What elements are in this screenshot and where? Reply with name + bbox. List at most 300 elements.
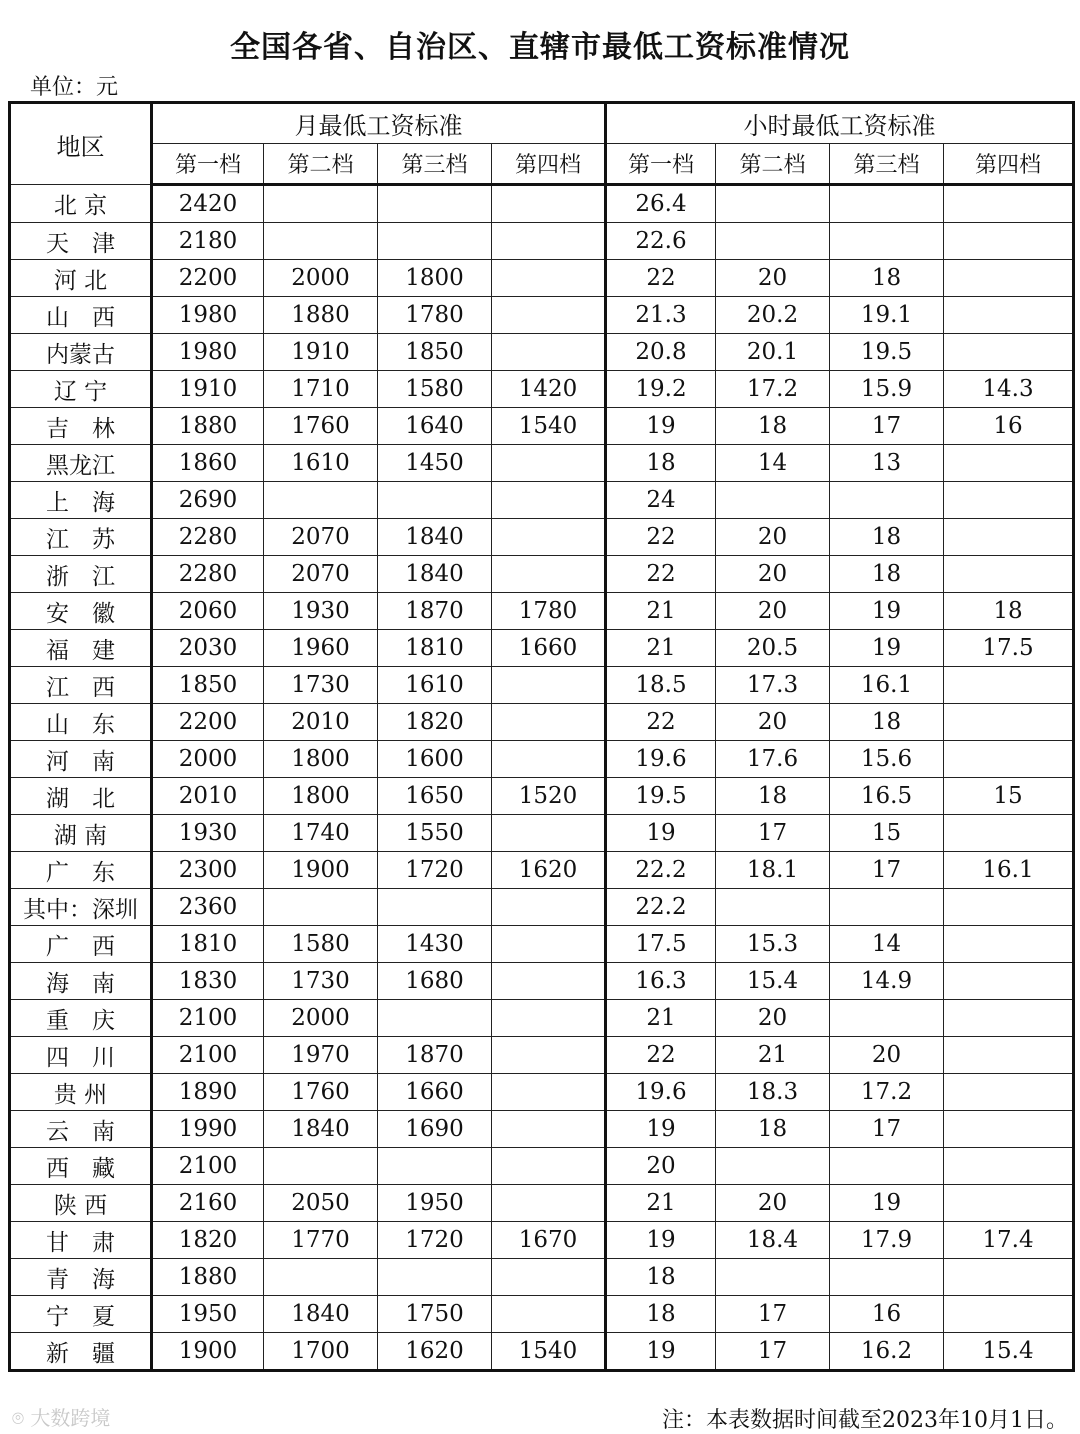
hourly-tier-2-cell: 18 [716,1111,830,1148]
region-cell: 贵 州 [10,1074,152,1111]
hourly-tier-3-cell: 17.9 [830,1222,944,1259]
hourly-tier-2-cell: 20 [716,260,830,297]
monthly-tier-4-cell [492,519,606,556]
hourly-tier-4-cell [944,815,1074,852]
monthly-tier-1-cell: 1930 [152,815,264,852]
monthly-tier-1-cell: 2360 [152,889,264,926]
monthly-tier-1-cell: 2100 [152,1037,264,1074]
hourly-tier-2-header: 第二档 [716,144,830,185]
hourly-tier-1-cell: 22.6 [606,223,716,260]
hourly-tier-3-cell: 14 [830,926,944,963]
hourly-tier-1-cell: 22 [606,519,716,556]
monthly-tier-2-cell: 1730 [264,667,378,704]
monthly-tier-3-cell: 1550 [378,815,492,852]
table-row [10,445,1074,482]
hourly-tier-1-cell: 18 [606,1259,716,1296]
table-row [10,1185,1074,1222]
monthly-tier-2-cell: 2070 [264,556,378,593]
monthly-tier-2-cell: 1730 [264,963,378,1000]
monthly-tier-3-cell: 1720 [378,852,492,889]
hourly-tier-4-cell [944,1185,1074,1222]
hourly-tier-3-cell: 16 [830,1296,944,1333]
table-row [10,1259,1074,1296]
monthly-tier-4-cell: 1670 [492,1222,606,1259]
region-cell: 湖 南 [10,815,152,852]
monthly-tier-3-cell: 1640 [378,408,492,445]
monthly-tier-3-cell [378,889,492,926]
hourly-tier-4-cell [944,926,1074,963]
hourly-tier-2-cell [716,223,830,260]
monthly-tier-4-cell [492,445,606,482]
region-cell: 河 北 [10,260,152,297]
hourly-tier-1-cell: 18.5 [606,667,716,704]
monthly-tier-1-cell: 1910 [152,371,264,408]
table-row [10,260,1074,297]
table-header [10,103,1074,185]
monthly-tier-4-cell [492,334,606,371]
table-row [10,1111,1074,1148]
monthly-tier-1-cell: 2200 [152,260,264,297]
hourly-tier-3-cell: 17 [830,408,944,445]
hourly-tier-1-cell: 19 [606,1222,716,1259]
monthly-tier-2-cell: 2050 [264,1185,378,1222]
hourly-tier-1-cell: 21.3 [606,297,716,334]
hourly-tier-4-cell [944,482,1074,519]
monthly-tier-4-cell [492,223,606,260]
hourly-tier-1-cell: 19 [606,1111,716,1148]
monthly-tier-1-cell: 2280 [152,519,264,556]
hourly-tier-3-cell: 14.9 [830,963,944,1000]
hourly-tier-1-cell: 19 [606,1333,716,1371]
table-row [10,297,1074,334]
monthly-tier-1-cell: 2300 [152,852,264,889]
hourly-tier-3-cell: 18 [830,260,944,297]
monthly-tier-4-cell [492,1259,606,1296]
table-row [10,223,1074,260]
monthly-tier-2-cell: 1880 [264,297,378,334]
hourly-tier-2-cell [716,185,830,223]
hourly-tier-3-cell: 19.5 [830,334,944,371]
hourly-tier-3-cell: 18 [830,519,944,556]
hourly-tier-4-cell [944,667,1074,704]
monthly-tier-3-cell: 1690 [378,1111,492,1148]
hourly-tier-4-cell [944,1000,1074,1037]
region-cell: 黑龙江 [10,445,152,482]
monthly-tier-4-cell: 1540 [492,408,606,445]
hourly-tier-4-cell: 18 [944,593,1074,630]
hourly-tier-4-cell [944,519,1074,556]
monthly-tier-1-cell: 2100 [152,1000,264,1037]
hourly-tier-4-cell [944,741,1074,778]
hourly-tier-2-cell: 15.4 [716,963,830,1000]
hourly-tier-2-cell: 20 [716,1000,830,1037]
hourly-tier-4-cell [944,1074,1074,1111]
hourly-tier-1-cell: 21 [606,593,716,630]
table-row [10,741,1074,778]
table-row [10,1333,1074,1371]
monthly-tier-1-cell: 1880 [152,1259,264,1296]
hourly-tier-1-cell: 22 [606,556,716,593]
monthly-tier-3-cell [378,482,492,519]
monthly-tier-1-cell: 2160 [152,1185,264,1222]
table-row [10,815,1074,852]
watermark [12,1402,110,1431]
monthly-tier-2-cell: 1800 [264,741,378,778]
monthly-tier-4-cell [492,815,606,852]
monthly-tier-4-cell [492,1074,606,1111]
hourly-tier-2-cell [716,482,830,519]
unit-label: 单位：元 [30,75,119,100]
table-row [10,1000,1074,1037]
region-cell: 河 南 [10,741,152,778]
monthly-tier-1-cell: 2690 [152,482,264,519]
monthly-tier-1-cell: 1820 [152,1222,264,1259]
region-cell: 浙 江 [10,556,152,593]
hourly-tier-2-cell: 20.2 [716,297,830,334]
table-row [10,408,1074,445]
region-cell: 重 庆 [10,1000,152,1037]
hourly-tier-2-cell: 20 [716,593,830,630]
table-row [10,1074,1074,1111]
monthly-tier-1-header: 第一档 [152,144,264,185]
monthly-tier-2-cell: 2000 [264,260,378,297]
hourly-tier-3-cell: 16.5 [830,778,944,815]
monthly-tier-3-cell [378,1000,492,1037]
monthly-tier-1-cell: 2180 [152,223,264,260]
hourly-tier-3-cell: 17.2 [830,1074,944,1111]
monthly-tier-1-cell: 1980 [152,334,264,371]
hourly-tier-3-cell: 15.6 [830,741,944,778]
hourly-tier-4-header: 第四档 [944,144,1074,185]
monthly-tier-1-cell: 2280 [152,556,264,593]
table-row [10,963,1074,1000]
hourly-tier-2-cell: 18.4 [716,1222,830,1259]
hourly-tier-2-cell: 18 [716,778,830,815]
table-row [10,926,1074,963]
region-cell: 湖 北 [10,778,152,815]
table-row [10,1037,1074,1074]
region-cell: 西 藏 [10,1148,152,1185]
monthly-tier-1-cell: 2420 [152,185,264,223]
hourly-tier-4-cell: 16 [944,408,1074,445]
hourly-tier-3-cell [830,482,944,519]
hourly-tier-2-cell: 18.1 [716,852,830,889]
hourly-tier-1-cell: 19.2 [606,371,716,408]
monthly-tier-3-cell [378,1259,492,1296]
table-row [10,185,1074,223]
monthly-tier-2-cell: 1610 [264,445,378,482]
hourly-tier-1-cell: 22.2 [606,852,716,889]
monthly-tier-1-cell: 2010 [152,778,264,815]
hourly-tier-2-cell: 15.3 [716,926,830,963]
monthly-tier-2-cell: 1840 [264,1111,378,1148]
hourly-tier-2-cell: 18.3 [716,1074,830,1111]
monthly-tier-2-cell [264,889,378,926]
region-cell: 江 苏 [10,519,152,556]
monthly-tier-2-cell: 1760 [264,408,378,445]
hourly-tier-3-cell: 15.9 [830,371,944,408]
hourly-tier-2-cell [716,889,830,926]
hourly-tier-3-cell: 16.2 [830,1333,944,1371]
table-row [10,1222,1074,1259]
footnote: 注：本表数据时间截至2023年10月1日。 [662,1408,1068,1433]
table-row [10,1148,1074,1185]
hourly-tier-4-cell [944,556,1074,593]
hourly-tier-4-cell [944,1259,1074,1296]
region-cell: 天 津 [10,223,152,260]
hourly-tier-1-cell: 19.6 [606,1074,716,1111]
region-cell: 新 疆 [10,1333,152,1371]
hourly-tier-3-cell: 13 [830,445,944,482]
monthly-tier-4-header: 第四档 [492,144,606,185]
monthly-tier-3-cell: 1610 [378,667,492,704]
table-row [10,593,1074,630]
table-body [10,185,1074,1371]
hourly-tier-2-cell: 17.6 [716,741,830,778]
hourly-tier-3-cell: 17 [830,852,944,889]
hourly-tier-2-cell: 17.2 [716,371,830,408]
hourly-tier-1-cell: 19 [606,815,716,852]
region-cell: 陕 西 [10,1185,152,1222]
monthly-tier-4-cell [492,297,606,334]
monthly-tier-4-cell: 1540 [492,1333,606,1371]
monthly-tier-3-cell [378,185,492,223]
hourly-tier-4-cell [944,223,1074,260]
monthly-tier-4-cell [492,260,606,297]
monthly-tier-2-cell: 1840 [264,1296,378,1333]
monthly-tier-4-cell [492,1000,606,1037]
hourly-tier-3-cell: 18 [830,556,944,593]
region-cell: 江 西 [10,667,152,704]
hourly-tier-1-cell: 17.5 [606,926,716,963]
monthly-tier-1-cell: 1850 [152,667,264,704]
hourly-tier-1-cell: 22.2 [606,889,716,926]
hourly-tier-3-header: 第三档 [830,144,944,185]
hourly-tier-3-cell [830,223,944,260]
table-row [10,704,1074,741]
monthly-tier-3-cell: 1580 [378,371,492,408]
hourly-tier-3-cell: 16.1 [830,667,944,704]
region-cell: 吉 林 [10,408,152,445]
monthly-tier-1-cell: 1900 [152,1333,264,1371]
monthly-tier-2-cell: 2000 [264,1000,378,1037]
monthly-tier-3-cell: 1680 [378,963,492,1000]
table-row [10,519,1074,556]
monthly-tier-4-cell [492,1111,606,1148]
hourly-tier-1-cell: 22 [606,704,716,741]
table-row [10,334,1074,371]
monthly-tier-1-cell: 1860 [152,445,264,482]
hourly-tier-1-cell: 26.4 [606,185,716,223]
monthly-tier-3-cell: 1850 [378,334,492,371]
hourly-tier-4-cell: 15 [944,778,1074,815]
monthly-tier-3-cell: 1650 [378,778,492,815]
hourly-tier-2-cell: 21 [716,1037,830,1074]
monthly-tier-1-cell: 1880 [152,408,264,445]
monthly-tier-4-cell [492,556,606,593]
hourly-tier-2-cell: 17 [716,815,830,852]
hourly-tier-4-cell [944,1148,1074,1185]
monthly-tier-3-cell: 1840 [378,556,492,593]
hourly-tier-1-cell: 19 [606,408,716,445]
hourly-tier-1-cell: 21 [606,630,716,667]
monthly-tier-1-cell: 2100 [152,1148,264,1185]
monthly-tier-3-cell: 1430 [378,926,492,963]
hourly-tier-3-cell: 20 [830,1037,944,1074]
hourly-tier-3-cell [830,1259,944,1296]
hourly-tier-4-cell [944,297,1074,334]
hourly-tier-1-cell: 18 [606,445,716,482]
table-row [10,630,1074,667]
hourly-tier-1-cell: 20 [606,1148,716,1185]
hourly-tier-3-cell [830,185,944,223]
hourly-tier-2-cell: 17 [716,1333,830,1371]
region-cell: 广 东 [10,852,152,889]
region-cell: 甘 肃 [10,1222,152,1259]
monthly-tier-2-cell: 1800 [264,778,378,815]
monthly-tier-3-cell: 1840 [378,519,492,556]
hourly-tier-1-cell: 21 [606,1000,716,1037]
monthly-tier-4-cell [492,185,606,223]
page-title: 全国各省、自治区、直辖市最低工资标准情况 [230,30,850,65]
hourly-tier-1-cell: 22 [606,260,716,297]
monthly-tier-2-cell: 1740 [264,815,378,852]
monthly-tier-2-cell: 1910 [264,334,378,371]
monthly-tier-2-cell [264,1259,378,1296]
monthly-tier-2-cell [264,1148,378,1185]
monthly-tier-2-cell [264,223,378,260]
monthly-tier-4-cell [492,1037,606,1074]
hourly-tier-3-cell [830,1000,944,1037]
monthly-tier-3-cell: 1950 [378,1185,492,1222]
monthly-tier-2-cell: 1970 [264,1037,378,1074]
monthly-tier-3-cell: 1600 [378,741,492,778]
monthly-tier-2-cell: 2010 [264,704,378,741]
monthly-tier-3-cell: 1780 [378,297,492,334]
monthly-tier-4-cell [492,963,606,1000]
hourly-tier-3-cell: 19 [830,630,944,667]
monthly-tier-2-cell: 2070 [264,519,378,556]
monthly-tier-1-cell: 1830 [152,963,264,1000]
hourly-tier-4-cell [944,185,1074,223]
region-cell: 内蒙古 [10,334,152,371]
monthly-tier-3-cell: 1750 [378,1296,492,1333]
monthly-tier-3-cell: 1450 [378,445,492,482]
hourly-tier-1-cell: 20.8 [606,334,716,371]
monthly-tier-2-header: 第二档 [264,144,378,185]
hourly-tier-1-cell: 24 [606,482,716,519]
monthly-tier-4-cell: 1520 [492,778,606,815]
hourly-tier-4-cell [944,334,1074,371]
monthly-tier-4-cell [492,1148,606,1185]
monthly-tier-2-cell: 1700 [264,1333,378,1371]
hourly-tier-1-cell: 21 [606,1185,716,1222]
hourly-tier-1-cell: 22 [606,1037,716,1074]
monthly-tier-2-cell: 1580 [264,926,378,963]
hourly-tier-4-cell [944,1296,1074,1333]
hourly-tier-3-cell: 17 [830,1111,944,1148]
hourly-tier-3-cell: 19.1 [830,297,944,334]
monthly-tier-3-cell: 1870 [378,1037,492,1074]
table-row [10,1296,1074,1333]
region-cell: 上 海 [10,482,152,519]
monthly-tier-1-cell: 1990 [152,1111,264,1148]
monthly-tier-2-cell: 1770 [264,1222,378,1259]
monthly-tier-4-cell: 1780 [492,593,606,630]
monthly-tier-1-cell: 2030 [152,630,264,667]
monthly-tier-2-cell: 1930 [264,593,378,630]
monthly-tier-4-cell [492,926,606,963]
hourly-tier-4-cell [944,963,1074,1000]
monthly-tier-4-cell [492,704,606,741]
region-cell: 山 西 [10,297,152,334]
monthly-tier-3-cell [378,1148,492,1185]
hourly-tier-4-cell: 15.4 [944,1333,1074,1371]
region-header: 地区 [10,103,152,185]
hourly-tier-1-cell: 19.6 [606,741,716,778]
region-cell: 辽 宁 [10,371,152,408]
monthly-tier-1-cell: 1810 [152,926,264,963]
hourly-tier-4-cell [944,445,1074,482]
hourly-tier-4-cell: 14.3 [944,371,1074,408]
hourly-tier-2-cell: 17.3 [716,667,830,704]
hourly-tier-2-cell: 20 [716,704,830,741]
region-cell: 云 南 [10,1111,152,1148]
hourly-tier-4-cell: 17.4 [944,1222,1074,1259]
monthly-tier-1-cell: 2060 [152,593,264,630]
hourly-tier-2-cell: 20 [716,556,830,593]
region-cell: 安 徽 [10,593,152,630]
table-row [10,889,1074,926]
hourly-tier-2-cell: 20 [716,519,830,556]
hourly-tier-2-cell [716,1148,830,1185]
watermark-logo-icon: ⌾ [12,1406,24,1430]
monthly-tier-2-cell [264,185,378,223]
region-cell: 北 京 [10,185,152,223]
hourly-tier-3-cell [830,1148,944,1185]
minimum-wage-table [8,101,1075,1372]
hourly-tier-3-cell: 15 [830,815,944,852]
hourly-tier-3-cell: 18 [830,704,944,741]
table-row [10,778,1074,815]
monthly-tier-3-cell: 1870 [378,593,492,630]
hourly-tier-4-cell [944,1111,1074,1148]
monthly-tier-4-cell [492,667,606,704]
monthly-tier-2-cell [264,482,378,519]
region-cell: 青 海 [10,1259,152,1296]
region-cell: 其中：深圳 [10,889,152,926]
hourly-tier-1-cell: 19.5 [606,778,716,815]
monthly-tier-1-cell: 2000 [152,741,264,778]
monthly-tier-3-cell: 1660 [378,1074,492,1111]
table-row [10,371,1074,408]
table-row [10,482,1074,519]
hourly-tier-1-header: 第一档 [606,144,716,185]
hourly-tier-3-cell [830,889,944,926]
region-cell: 广 西 [10,926,152,963]
hourly-tier-2-cell: 17 [716,1296,830,1333]
monthly-tier-4-cell [492,482,606,519]
hourly-tier-4-cell [944,260,1074,297]
region-cell: 山 东 [10,704,152,741]
hourly-tier-3-cell: 19 [830,593,944,630]
monthly-tier-3-cell: 1810 [378,630,492,667]
monthly-tier-2-cell: 1960 [264,630,378,667]
hourly-tier-3-cell: 19 [830,1185,944,1222]
hourly-tier-2-cell: 20.1 [716,334,830,371]
monthly-tier-1-cell: 1890 [152,1074,264,1111]
monthly-tier-4-cell [492,1296,606,1333]
